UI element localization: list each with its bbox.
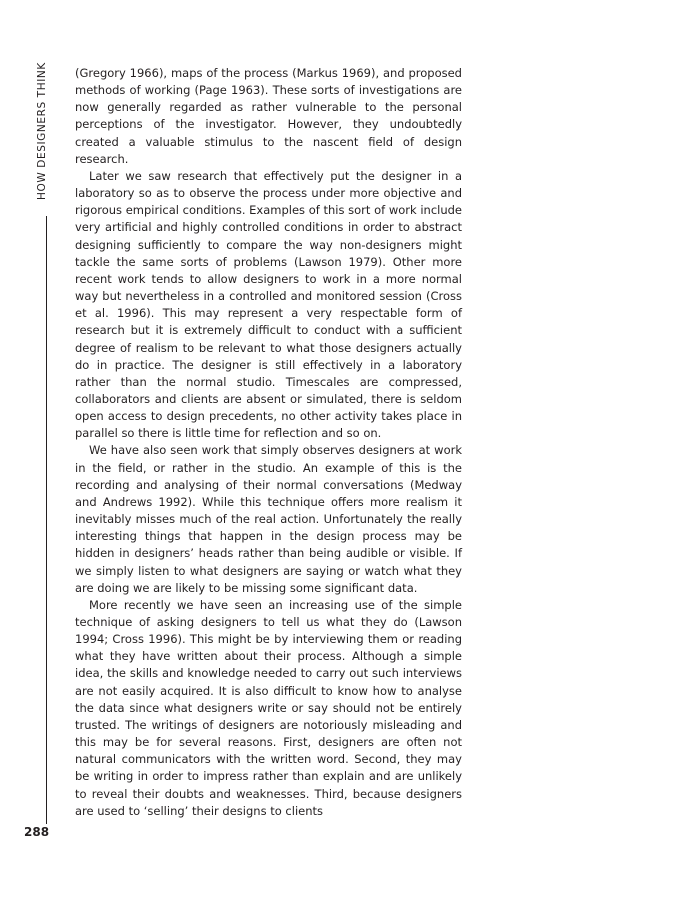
page-number: 288: [24, 825, 50, 839]
paragraph-3: We have also seen work that simply observes designers at work in the field, or rather in the studio. An example of this is the recording and analysing of their normal conversations (Medway and Andrews 1992). While this technique offers more realism it inevitably misses much of the real action. Unfortunately the really interesting things that happen in the design process may be hidden in designers’ heads rather than being audible or visible. If we simply listen to what designers are saying or watch what they are doing we are likely to be missing some significant data.: [75, 443, 462, 595]
body-text: [75, 65, 462, 820]
running-head: HOW DESIGNERS THINK: [36, 62, 48, 200]
paragraph-2: Later we saw research that effectively put the designer in a laboratory so as to observe the process under more objective and rigorous empirical conditions. Examples of this sort of work include very artificial and highly controlled conditions in order to abstract designing sufficiently to compare the way non-designers might tackle the same sorts of problems (Lawson 1979). Other more recent work tends to allow designers to work in a more normal way but nevertheless in a controlled and monitored session (Cross et al. 1996). This may represent a very respectable form of research but it is extremely difficult to conduct with a sufficient degree of realism to be relevant to what those designers actually do in practice. The designer is still effectively in a laboratory rather than the normal studio. Timescales are compressed, collaborators and clients are absent or simulated, there is seldom open access to design precedents, no other activity takes place in parallel so there is little time for reflection and so on.: [75, 168, 462, 441]
margin-rule: [46, 216, 47, 824]
paragraph-1: (Gregory 1966), maps of the process (Markus 1969), and proposed methods of working (Page 1963). These sorts of investigations are now generally regarded as rather vulnerable to the personal perceptions of the investigator. However, they undoubtedly created a valuable stimulus to the nascent field of design research.: [75, 66, 462, 166]
paragraph-4: More recently we have seen an increasing use of the simple technique of asking designers to tell us what they do (Lawson 1994; Cross 1996). This might be by interviewing them or reading what they have written about their process. Although a simple idea, the skills and knowledge needed to carry out such interviews are not easily acquired. It is also difficult to know how to analyse the data since what designers write or say should not be entirely trusted. The writings of designers are notoriously misleading and this may be for several reasons. First, designers are often not natural communicators with the written word. Second, they may be writing in order to impress rather than explain and are unlikely to reveal their doubts and weaknesses. Third, because designers are used to ‘selling’ their designs to clients: [75, 597, 462, 818]
